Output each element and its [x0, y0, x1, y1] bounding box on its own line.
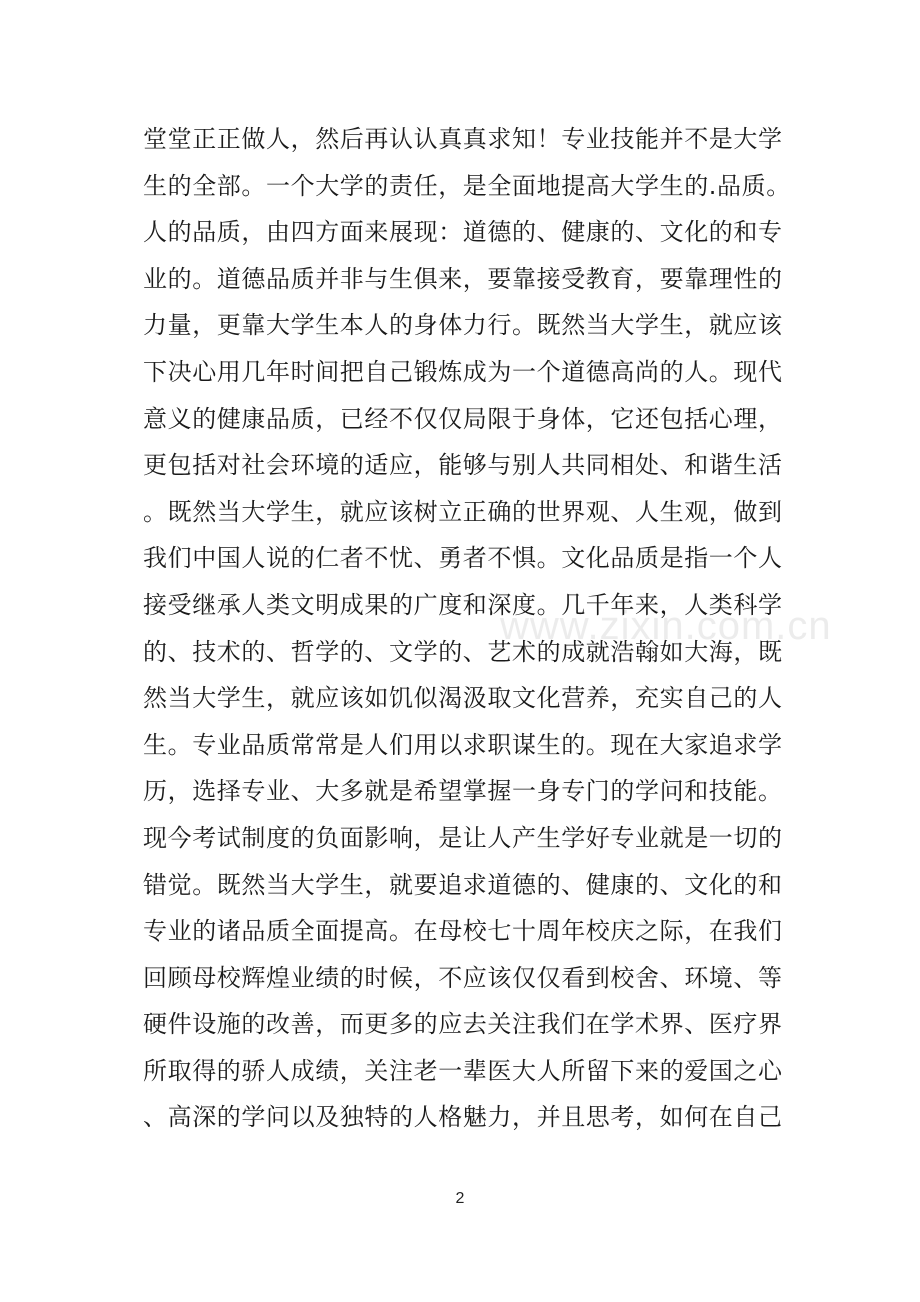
- text-line: 。既然当大学生，就应该树立正确的世界观、人生观，做到: [143, 497, 783, 526]
- text-line: 然当大学生，就应该如饥似渴汲取文化营养，充实自己的人: [143, 684, 783, 713]
- watermark: www.zixin.com.cn: [500, 604, 832, 648]
- text-line: 回顾母校辉煌业绩的时候，不应该仅仅看到校舍、环境、等: [143, 963, 783, 992]
- text-line: 业的。道德品质并非与生俱来，要靠接受教育，要靠理性的: [143, 264, 783, 293]
- text-line: 、高深的学问以及独特的人格魅力，并且思考，如何在自己: [143, 1103, 783, 1132]
- text-line: 生。专业品质常常是人们用以求职谋生的。现在大家追求学: [143, 730, 783, 759]
- text-line: 力量，更靠大学生本人的身体力行。既然当大学生，就应该: [143, 311, 783, 340]
- text-line: 现今考试制度的负面影响，是让人产生学好专业就是一切的: [143, 823, 783, 852]
- text-line: 下决心用几年时间把自己锻炼成为一个道德高尚的人。现代: [143, 357, 783, 386]
- text-line: 意义的健康品质，已经不仅仅局限于身体，它还包括心理，: [143, 404, 783, 433]
- text-line: 错觉。既然当大学生，就要追求道德的、健康的、文化的和: [143, 870, 783, 899]
- text-line: 人的品质，由四方面来展现：道德的、健康的、文化的和专: [143, 218, 783, 247]
- text-line: 专业的诸品质全面提高。在母校七十周年校庆之际，在我们: [143, 917, 783, 946]
- text-line: 生的全部。一个大学的责任，是全面地提高大学生的.品质。: [143, 171, 791, 200]
- text-line: 的、技术的、哲学的、文学的、艺术的成就浩翰如大海，既: [143, 637, 783, 666]
- text-line: 历，选择专业、大多就是希望掌握一身专门的学问和技能。: [143, 777, 783, 806]
- text-line: 我们中国人说的仁者不忧、勇者不惧。文化品质是指一个人: [143, 544, 783, 573]
- text-line: 堂堂正正做人，然后再认认真真求知！专业技能并不是大学: [143, 125, 783, 153]
- text-line: 硬件设施的改善，而更多的应去关注我们在学术界、医疗界: [143, 1010, 783, 1039]
- text-line: 更包括对社会环境的适应，能够与别人共同相处、和谐生活: [143, 451, 783, 480]
- text-line: 接受继承人类文明成果的广度和深度。几千年来，人类科学: [143, 590, 783, 619]
- text-line: 所取得的骄人成绩，关注老一辈医大人所留下来的爱国之心: [143, 1056, 783, 1085]
- body-text: [143, 116, 791, 1141]
- page-number: 2: [455, 1190, 465, 1207]
